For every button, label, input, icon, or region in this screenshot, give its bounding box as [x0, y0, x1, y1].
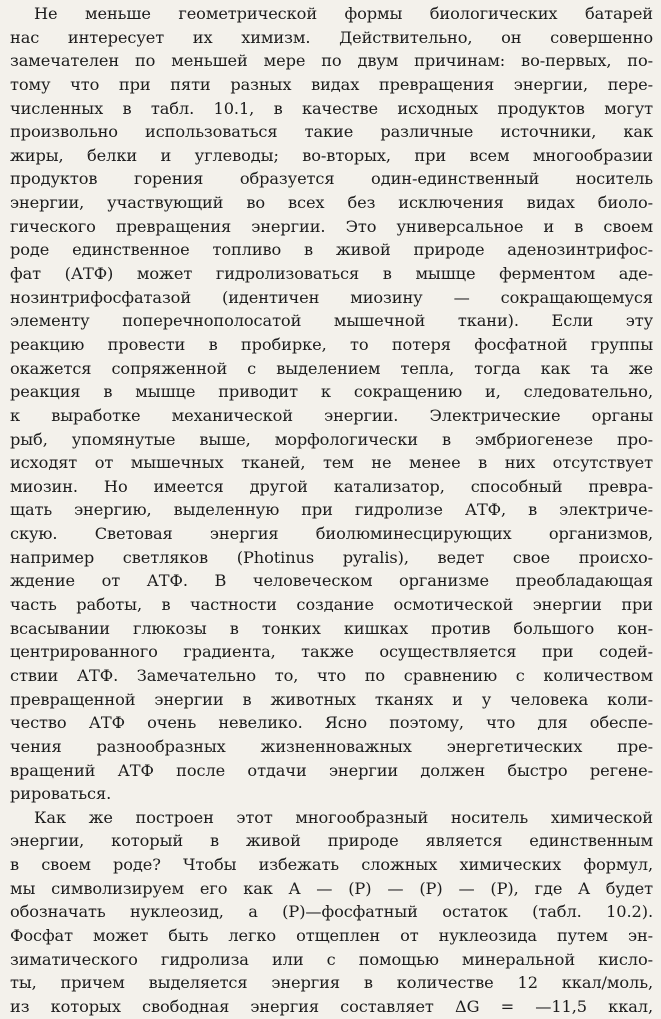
- text-line: рыб, упомянутые выше, морфологически в эмбриогенезе про-: [10, 429, 653, 449]
- text-line: центрированного градиента, также осуществляется при содей-: [10, 642, 653, 662]
- text-line: гического превращения энергии. Это универсальное и в своем: [10, 216, 653, 236]
- text-line: продуктов горения образуется один-единственный носитель: [10, 169, 653, 189]
- text-line: нозинтрифосфатазой (идентичен миозину — сокращающемуся: [10, 287, 653, 307]
- text-line: ты, причем выделяется энергия в количестве 12 ккал/моль,: [10, 973, 653, 993]
- text-line: щать энергию, выделенную при гидролизе АТФ, в электриче-: [10, 500, 653, 520]
- text-line: обозначать нуклеозид, а (P)—фосфатный остаток (табл. 10.2).: [10, 902, 653, 922]
- text-line: жиры, белки и углеводы; во-вторых, при всем многообразии: [10, 145, 653, 165]
- text-line: исходят от мышечных тканей, тем не менее в них отсутствует: [10, 453, 653, 473]
- text-line: энергии, участвующий во всех без исключения видах биоло-: [10, 193, 653, 213]
- text-line: замечателен по меньшей мере по двум причинам: во-первых, по-: [10, 51, 653, 71]
- text-line: рироваться.: [10, 784, 112, 804]
- text-line: роде единственное топливо в живой природе аденозинтрифос-: [10, 240, 653, 260]
- paragraph-atp-structure: [10, 806, 653, 1019]
- text-line: часть работы, в частности создание осмотической энергии при: [10, 595, 653, 615]
- text-line: например светляков (Photinus pyralis), ведет свое происхо-: [10, 547, 653, 567]
- text-line: скую. Световая энергия биолюминесцирующих организмов,: [10, 524, 653, 544]
- text-line: чения разнообразных жизненноважных энергетических пре-: [10, 736, 653, 756]
- text-line: к выработке механической энергии. Электрические органы: [10, 405, 653, 425]
- text-line: Фосфат может быть легко отщеплен от нуклеозида путем эн-: [10, 925, 653, 945]
- text-line: реакцию провести в пробирке, то потеря фосфатной группы: [10, 334, 653, 354]
- text-line: произвольно использоваться такие различные источники, как: [10, 122, 653, 142]
- text-line: окажется сопряженной с выделением тепла, тогда как та же: [10, 358, 653, 378]
- text-line: зиматического гидролиза или с помощью минеральной кисло-: [10, 949, 653, 969]
- text-line: миозин. Но имеется другой катализатор, способный превра-: [10, 476, 653, 496]
- text-line: элементу поперечнополосатой мышечной ткани). Если эту: [10, 311, 653, 331]
- text-line: ствии АТФ. Замечательно то, что по сравнению с количеством: [10, 665, 653, 685]
- text-line: мы символизируем его как A — (P) — (P) — (P), где A будет: [10, 878, 653, 898]
- text-line: из которых свободная энергия составляет ΔG = —11,5 ккал,: [10, 996, 653, 1016]
- text-line: Как же построен этот многообразный носитель химической: [34, 807, 653, 827]
- text-line: энергии, который в живой природе является единственным: [10, 831, 653, 851]
- text-line: чество АТФ очень невелико. Ясно поэтому, что для обеспе-: [10, 713, 653, 733]
- paragraph-atp-chemistry: [10, 2, 653, 806]
- text-line: фат (АТФ) может гидролизоваться в мышце ферментом аде-: [10, 264, 653, 284]
- text-line: вращений АТФ после отдачи энергии должен быстро регене-: [10, 760, 653, 780]
- text-line: численных в табл. 10.1, в качестве исходных продуктов могут: [10, 98, 653, 118]
- text-line: всасывании глюкозы в тонких кишках против большого кон-: [10, 618, 653, 638]
- text-line: Не меньше геометрической формы биологических батарей: [34, 4, 653, 23]
- text-line: в своем роде? Чтобы избежать сложных химических формул,: [10, 855, 653, 875]
- text-line: реакция в мышце приводит к сокращению и, следовательно,: [10, 382, 653, 402]
- text-line: превращенной энергии в животных тканях и у человека коли-: [10, 689, 653, 709]
- text-line: тому что при пяти разных видах превращения энергии, пере-: [10, 74, 653, 94]
- text-line: ждение от АТФ. В человеческом организме преобладающая: [10, 571, 653, 591]
- text-line: нас интересует их химизм. Действительно, он совершенно: [10, 27, 653, 47]
